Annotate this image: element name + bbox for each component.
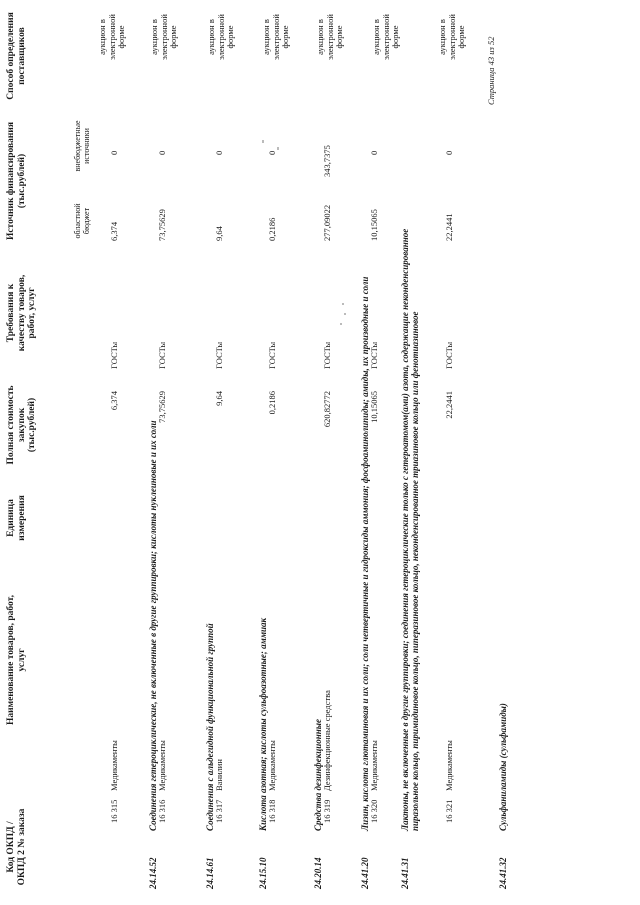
group-name: Лактоны, не включенные в другие группировки; соединения гетероциклические только с гетероатомом(ами) азота, содержащие неконденсированное пиразольное кольцо, пиримидиновое кольцо, пиперазиновое кольцо, неконденсированное триазиновое кольцо или фенотиазиновое	[400, 228, 420, 831]
row-total: 6,374	[109, 391, 119, 411]
row-total: 620,82772	[322, 391, 332, 428]
row-req: ГОСТы	[444, 341, 454, 369]
group-code: 24.15.10	[258, 857, 268, 889]
row-regional: 0,2186	[267, 217, 277, 241]
group-name: Кислота азотная; кислоты сульфоазотные; аммиак	[258, 617, 268, 831]
row-method: аукцион в электронной форме	[149, 14, 178, 60]
group-name: Соединения с альдегидной функциональной группой	[205, 623, 215, 831]
row-method: аукцион в электронной форме	[97, 14, 126, 60]
row-name: Дезинфекционные средства	[322, 690, 332, 791]
row-num: 16 320	[369, 799, 379, 823]
header-method: Способ определения поставщиков	[6, 12, 27, 100]
group-code: 24.20.14	[313, 857, 323, 889]
row-regional: 9,64	[214, 226, 224, 241]
row-req: ГОСТы	[157, 341, 167, 369]
header-name: Наименование товаров, работ, услуг	[6, 595, 27, 725]
row-req: ГОСТы	[267, 341, 277, 369]
row-req: ГОСТы	[322, 341, 332, 369]
header-total: Полная стоимость закупок (тыс.рублей)	[6, 385, 37, 465]
scan-speck	[344, 313, 346, 315]
row-regional: 6,374	[109, 221, 119, 241]
group-name: Соединения гетероциклические, не включенные в другие группировки; кислоты нуклеиновые и их соли	[148, 420, 158, 831]
row-req: ГОСТы	[369, 341, 379, 369]
row-num: 16 321	[444, 799, 454, 823]
row-total: 22,2441	[444, 391, 454, 419]
row-name: Медикаменты	[369, 740, 379, 791]
row-num: 16 317	[214, 799, 224, 823]
header-finance-offbudget: внебюджетные источники	[73, 120, 91, 172]
row-offbudget: 0	[214, 150, 224, 155]
row-total: 0,2186	[267, 391, 277, 415]
row-regional: 73,75629	[157, 209, 167, 241]
row-total: 9,64	[214, 391, 224, 406]
row-num: 16 319	[322, 799, 332, 823]
group-code: 24.41.31	[400, 857, 410, 889]
row-num: 16 318	[267, 799, 277, 823]
row-regional: 10,15065	[369, 209, 379, 241]
row-name: Медикаменты	[109, 740, 119, 791]
group-code: 24.14.52	[148, 857, 158, 889]
row-req: ГОСТы	[109, 341, 119, 369]
row-offbudget: 0	[109, 150, 119, 155]
row-name: Ванилин	[214, 759, 224, 791]
group-name: Сульфаниламиды (сульфамиды)	[498, 703, 508, 831]
header-unit: Единица измерения	[6, 495, 27, 541]
group-code: 24.41.32	[498, 857, 508, 889]
row-total: 10,15065	[369, 391, 379, 423]
row-name: Медикаменты	[267, 740, 277, 791]
scan-speck	[342, 303, 344, 305]
row-method: аукцион в электронной форме	[315, 14, 344, 60]
row-method: аукцион в электронной форме	[261, 14, 290, 60]
row-method: аукцион в электронной форме	[371, 14, 400, 60]
row-regional: 22,2441	[444, 213, 454, 241]
header-finance-regional: областной бюджет	[73, 203, 91, 239]
row-offbudget: 0	[444, 150, 454, 155]
row-total: 73,75629	[157, 391, 167, 423]
page-number: Страница 43 из 52	[486, 36, 496, 105]
row-offbudget: 0	[267, 150, 277, 155]
group-code: 24.41.20	[360, 857, 370, 889]
scan-speck	[340, 323, 342, 325]
row-req: ГОСТы	[214, 341, 224, 369]
scan-speck	[277, 147, 279, 150]
group-name: Средства дезинфекционные	[313, 718, 323, 831]
scan-speck	[262, 140, 264, 143]
header-requirements: Требования к качеству товаров, работ, услуг	[6, 274, 37, 352]
row-offbudget: 343,7375	[322, 145, 332, 177]
row-num: 16 316	[157, 799, 167, 823]
group-code: 24.14.61	[205, 857, 215, 889]
group-name: Лизин, кислота глютаминовая и их соли; соли четвертичные и гидроксиды аммония; фосфоаминолипиды; амиды, их производные и соли	[360, 276, 370, 831]
row-num: 16 315	[109, 799, 119, 823]
row-name: Медикаменты	[157, 740, 167, 791]
row-name: Медикаменты	[444, 740, 454, 791]
row-regional: 277,09022	[322, 204, 332, 241]
row-method: аукцион в электронной форме	[206, 14, 235, 60]
header-finance: Источник финансирования (тыс.рублей)	[6, 121, 27, 240]
row-method: аукцион в электронной форме	[437, 14, 466, 60]
row-offbudget: 0	[157, 150, 167, 155]
header-code: Код ОКПД / ОКПД 2 № заказа	[6, 808, 27, 886]
row-offbudget: 0	[369, 150, 379, 155]
